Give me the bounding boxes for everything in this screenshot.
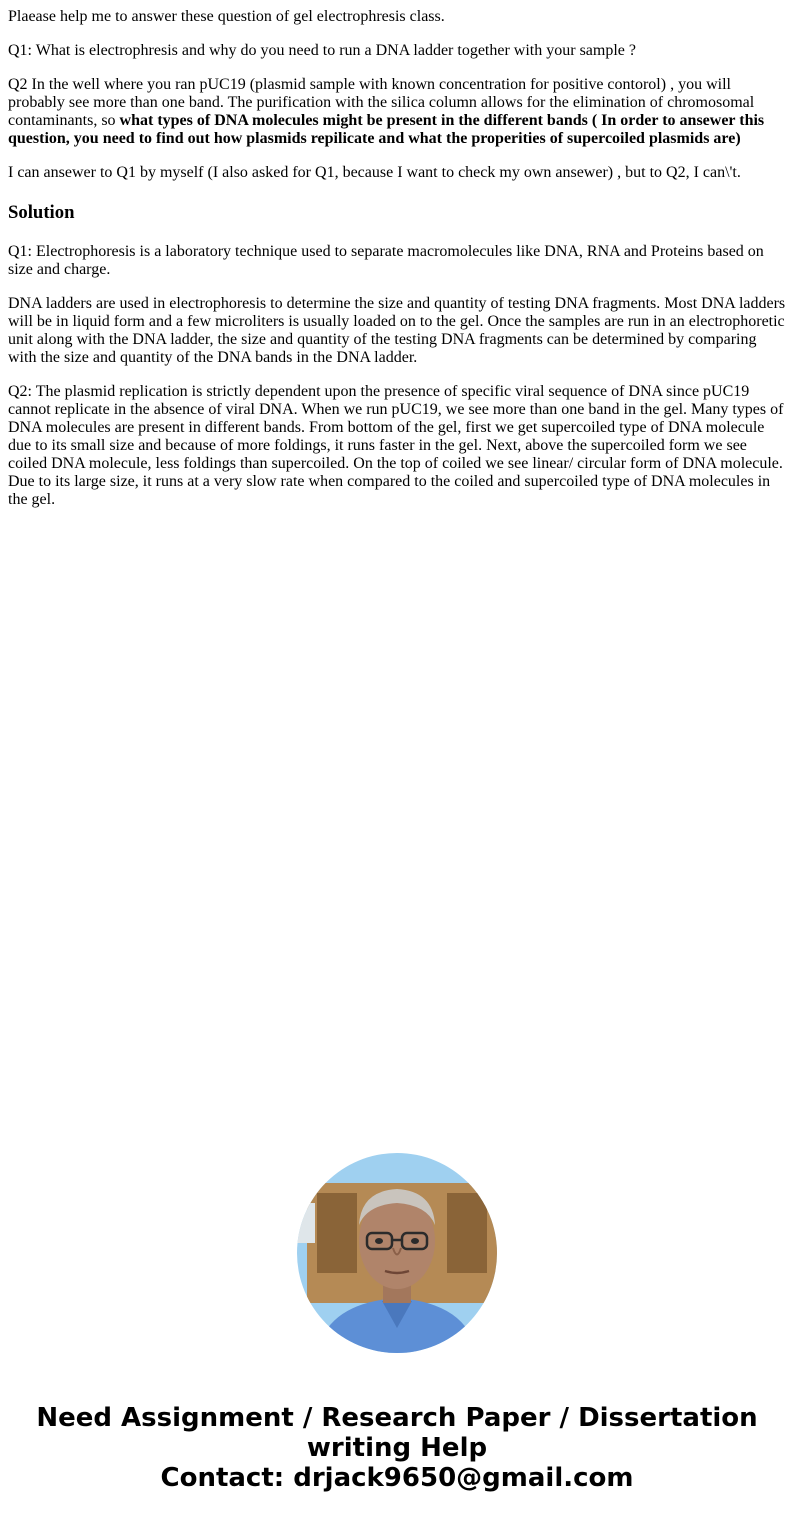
solution-paragraph-3: Q2: The plasmid replication is strictly dependent upon the presence of specific viral sequence of DNA since pUC19 cannot replicate in the absence of viral DNA. When we run pUC19, we see more than one band in the gel. Many types of DNA molecules are present in different bands. From bottom of the gel, first we get supercoiled type of DNA molecule due to its small size and because of more foldings, it runs faster in the gel. Next, above the supercoiled form we see coiled DNA molecule, less foldings than supercoiled. On the top of coiled we see linear/ circular form of DNA molecule. Due to its large size, it runs at a very slow rate when compared to the coiled and supercoiled type of DNA molecules in the gel. — [8, 383, 784, 508]
question-q2-text: Q2 In the well where you ran pUC19 (plasmid sample with known concentration for positive contorol) , you will probably see more than one band. The purification with the silica column allows for the elimination of chromosomal contaminants, so — [8, 76, 755, 129]
question-note: I can ansewer to Q1 by myself (I also asked for Q1, because I want to check my own ansewer) , but to Q2, I can\'t. — [8, 164, 741, 181]
solution-heading: Solution — [8, 202, 75, 223]
solution-paragraph-2: DNA ladders are used in electrophoresis to determine the size and quantity of testing DNA fragments. Most DNA ladders will be in liquid form and a few microliters is usually loaded on to the gel. Once the samples are run in an electrophoretic unit along with the DNA ladder, the size and quantity of the testing DNA fragments can be determined by comparing with the size and quantity of the DNA bands in the DNA ladder. — [8, 295, 786, 366]
question-q1: Q1: What is electrophresis and why do you need to run a DNA ladder together with your sample ? — [8, 42, 636, 59]
question-intro: Plaease help me to answer these question of gel electrophresis class. — [8, 8, 445, 25]
solution-paragraph-1: Q1: Electrophoresis is a laboratory technique used to separate macromolecules like DNA, RNA and Proteins based on size and charge. — [8, 243, 764, 278]
footer-line-2: writing Help — [306, 1433, 488, 1463]
question-q2 — [8, 76, 786, 148]
footer-line-1: Need Assignment / Research Paper / Dissertation — [36, 1403, 758, 1433]
footer-line-3: Contact: drjack9650@gmail.com — [160, 1463, 634, 1493]
tutor-portrait-image — [297, 1153, 497, 1353]
tutor-avatar — [297, 1153, 497, 1353]
footer-contact — [0, 1403, 794, 1493]
question-content — [8, 8, 786, 525]
question-q2-emphasis: what types of DNA molecules might be present in the different bands ( In order to ansewer this question, you need to find out how plasmids repilicate and what the properities of supercoiled plasmids are) — [8, 112, 765, 147]
